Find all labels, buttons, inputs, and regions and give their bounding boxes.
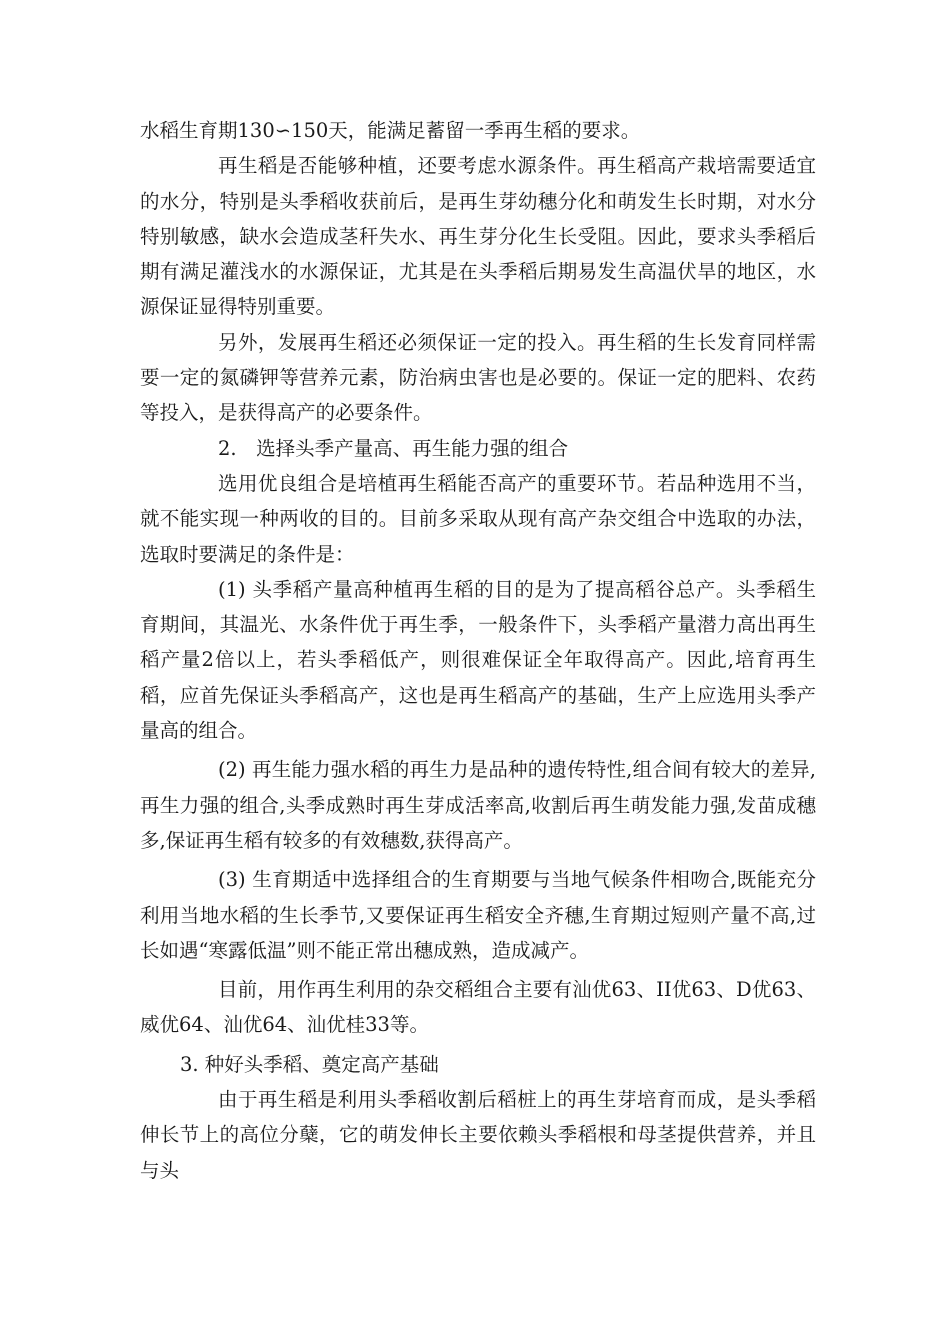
paragraph-water-source: 再生稻是否能够种植，还要考虑水源条件。再生稻高产栽培需要适宜的水分，特别是头季稻收获前后，是再生芽幼穗分化和萌发生长时期，对水分特别敏感，缺水会造成茎秆失水、再生芽分化生长受阻。因此，要求头季稻后期有满足灌浅水的水源保证，尤其是在头季稻后期易发生高温伏旱的地区，水源保证显得特别重要。 (140, 154, 816, 319)
paragraph-investment: 另外，发展再生稻还必须保证一定的投入。再生稻的生长发育同样需要一定的氮磷钾等营养元素，防治病虫害也是必要的。保证一定的肥料、农药等投入，是获得高产的必要条件。 (140, 330, 816, 425)
paragraph-current-combinations: 目前，用作再生利用的杂交稻组合主要有汕优63、II优63、D优63、威优64、汕优64、汕优桂33等。 (140, 978, 816, 1037)
document-body (140, 113, 816, 1188)
paragraph-first-season: 由于再生稻是利用头季稻收割后稻桩上的再生芽培育而成，是头季稻伸长节上的高位分蘖，它的萌发伸长主要依赖头季稻根和母茎提供营养，并且与头 (140, 1088, 816, 1182)
paragraph-variety-selection: 选用优良组合是培植再生稻能否高产的重要环节。若品种选用不当，就不能实现一种两收的目的。目前多采取从现有高产杂交组合中选取的办法，选取时要满足的条件是： (140, 471, 816, 566)
list-item-3-growth-period: (3) 生育期适中选择组合的生育期要与当地气候条件相吻合,既能充分利用当地水稻的生长季节,又要保证再生稻安全齐穗,生育期过短则产量不高,过长如遇“寒露低温”则不能正常出穗成熟，造成减产。 (140, 868, 816, 962)
paragraph-growth-period: 水稻生育期130∽150天，能满足蓄留一季再生稻的要求。 (140, 119, 641, 142)
section-heading-3: 3. 种好头季稻、奠定高产基础 (180, 1052, 439, 1076)
list-item-1-high-yield: (1) 头季稻产量高种植再生稻的目的是为了提高稻谷总产。头季稻生育期间，其温光、水条件优于再生季，一般条件下，头季稻产量潜力高出再生稻产量2倍以上，若头季稻低产，则很难保证全年取得高产。因此,培育再生稻，应首先保证头季稻高产，这也是再生稻高产的基础，生产上应选用头季产量高的组合。 (140, 577, 816, 743)
list-item-2-regeneration: (2) 再生能力强水稻的再生力是品种的遗传特性,组合间有较大的差异,再生力强的组合,头季成熟时再生芽成活率高,收割后再生萌发能力强,发苗成穗多,保证再生稻有较多的有效穗数,获得高产。 (140, 758, 816, 852)
section-heading-2: 2. 选择头季产量高、再生能力强的组合 (218, 436, 569, 460)
